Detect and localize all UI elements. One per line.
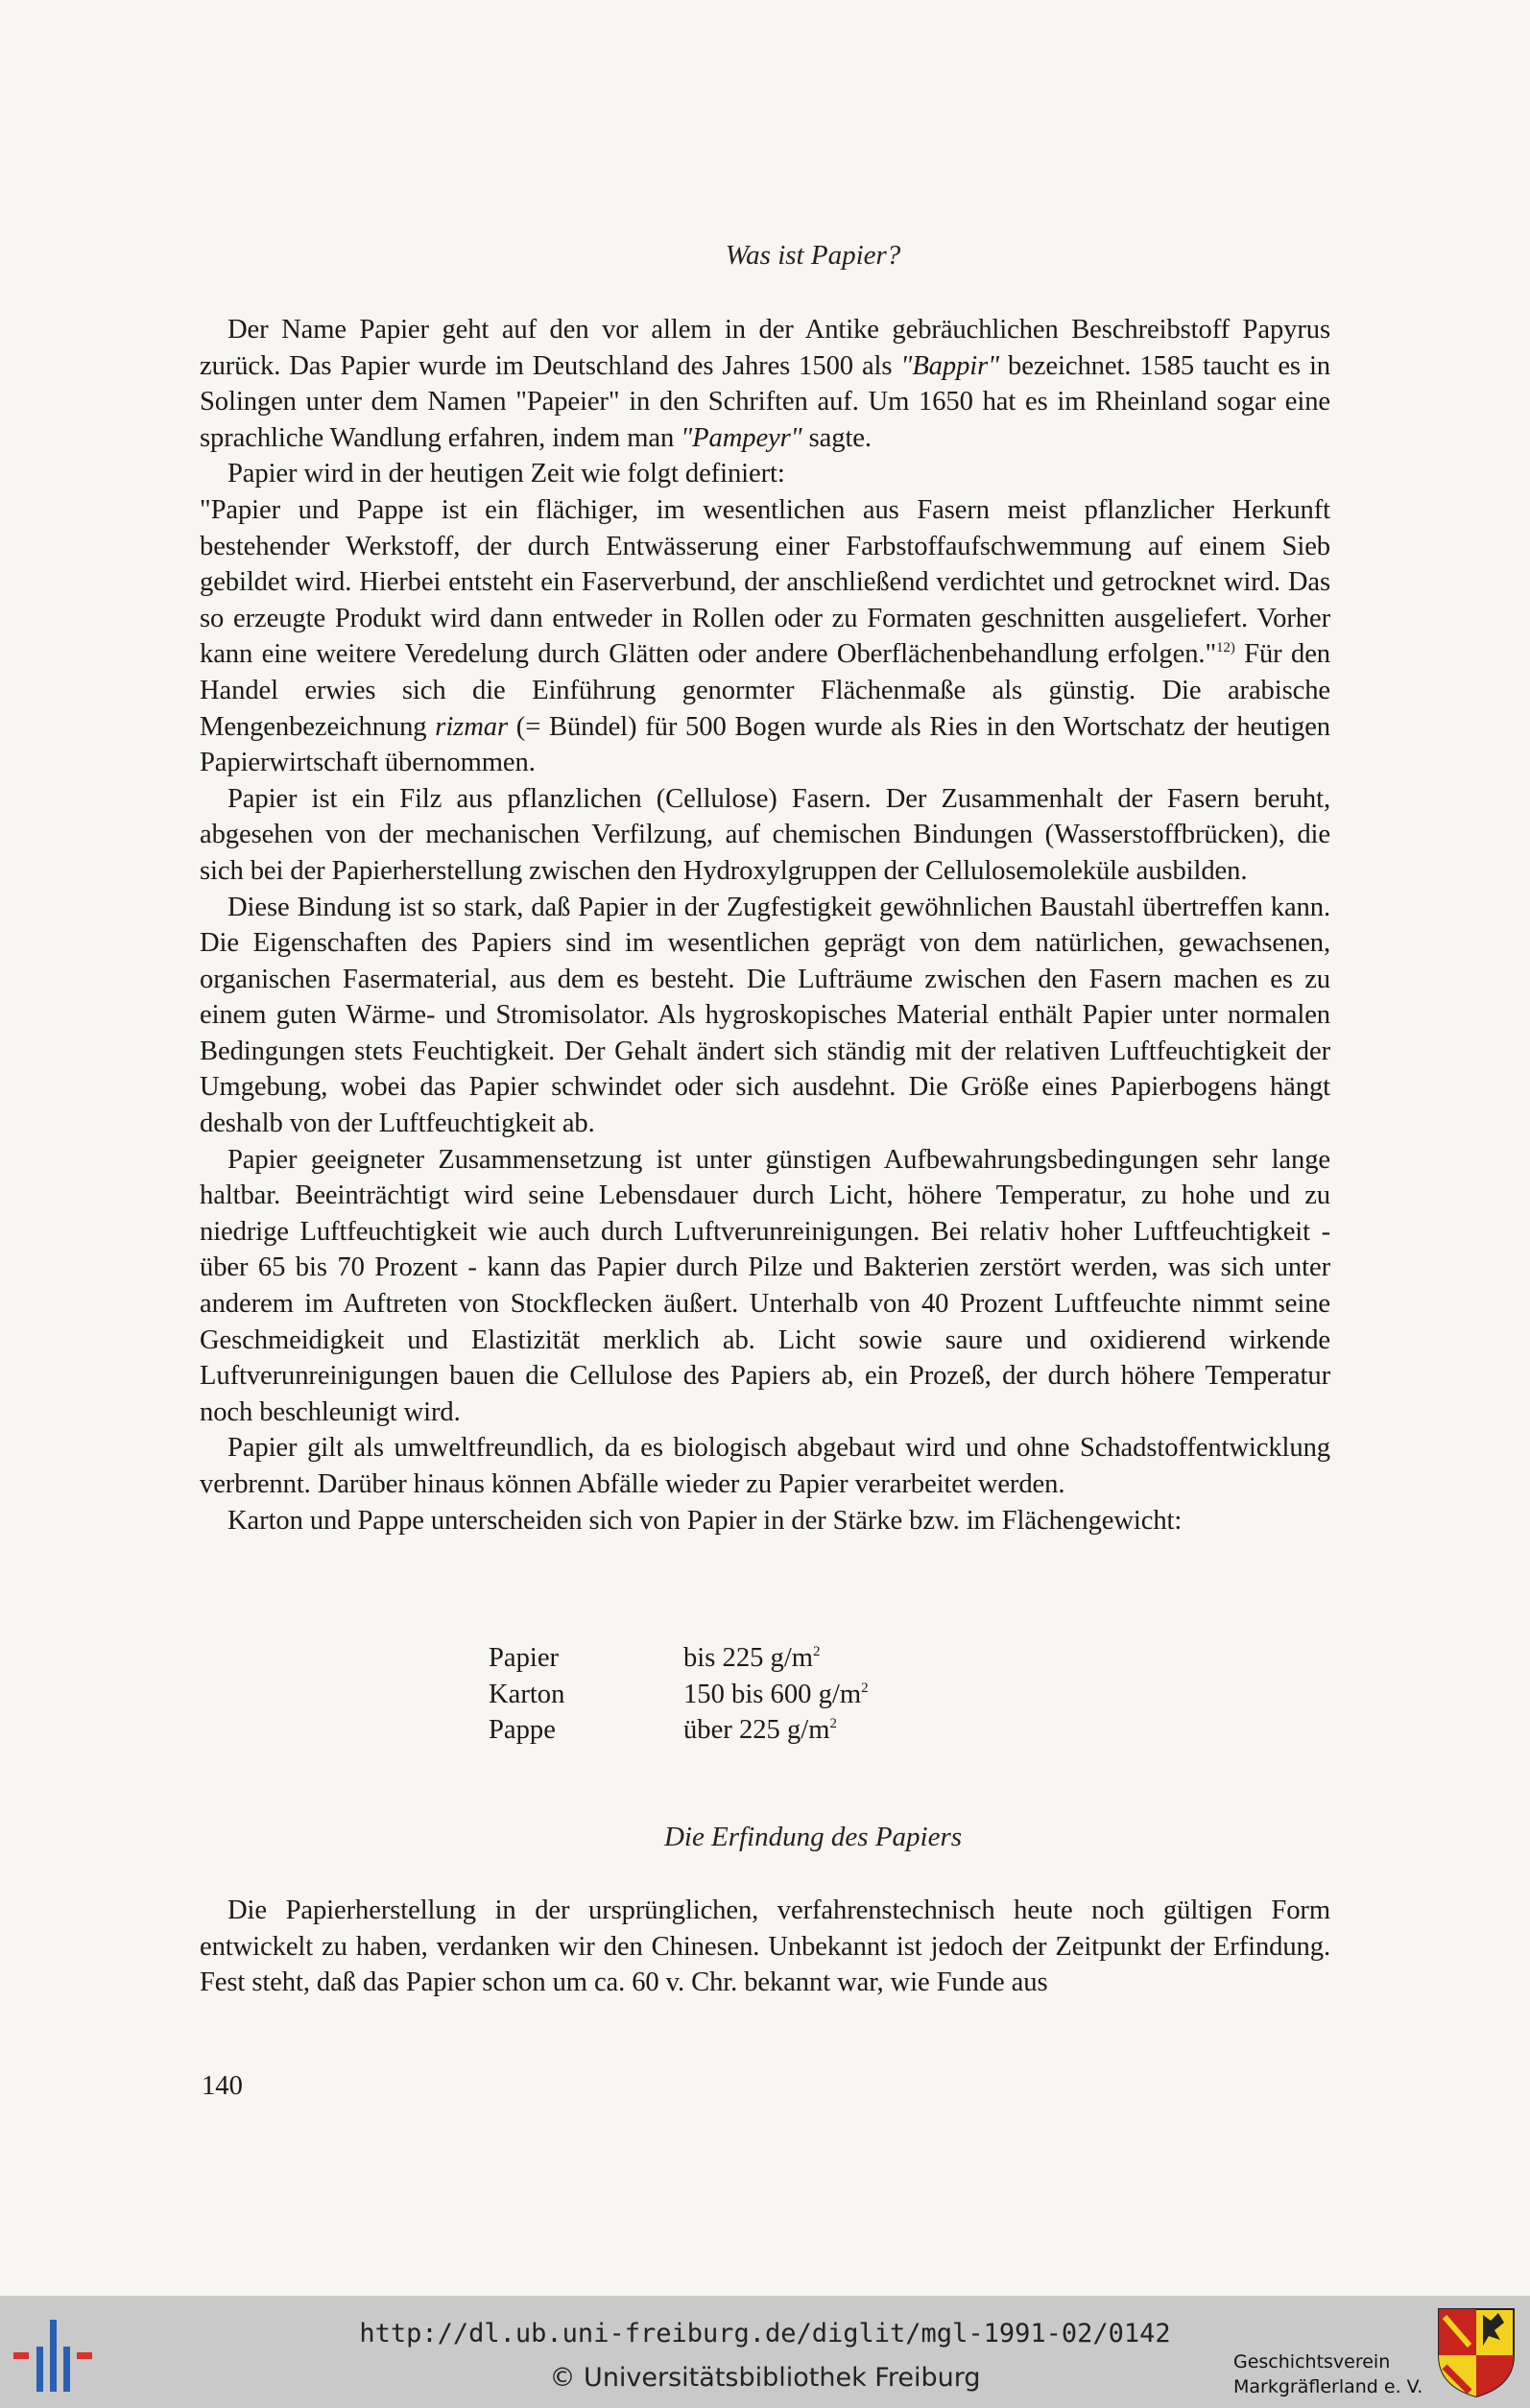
paragraph-durability: Papier geeigneter Zusammensetzung ist unter günstigen Aufbewahrungsbedingungen sehr lange haltbar. Beeinträchtigt wird seine Lebensdauer durch Licht, höhere Temperatur, zu hohe und zu niedrige Luftfeuchtigkeit wie auch durch Luftverunreinigungen. Bei relativ hoher Luftfeuchtigkeit - über 65 bis 70 Prozent - kann das Papier durch Pilze und Bakterien zerstört werden, was sich unter anderem im Auftreten von Stockflecken äußert. Unterhalb von 40 Prozent Luftfeuchte nimmt seine Geschmeidigkeit und Elastizität merklich ab. Licht sowie saure und oxidierend wirkende Luftverunreinigungen bauen die Cellulose des Papiers ab, ein Prozeß, der durch höhere Temperatur noch beschleunigt wird.	[200, 1144, 1330, 1427]
weights-row	[489, 1677, 869, 1713]
society-line: Geschichtsverein	[1233, 2351, 1391, 2372]
trade-sentence-end: (= Bündel) für 500 Bogen wurde als Ries in den Wortschatz der heutigen Papierwirtschaft übernommen.	[200, 711, 1330, 778]
material-name: Karton	[489, 1679, 565, 1709]
body-text-invention	[200, 1893, 1330, 2001]
material-name: Papier	[489, 1643, 560, 1673]
society-name	[1233, 2349, 1435, 2399]
paragraph-weights-intro: Karton und Pappe unterscheiden sich von Papier in der Stärke bzw. im Flächengewicht:	[227, 1505, 1183, 1536]
material-name: Pappe	[489, 1715, 556, 1746]
body-text	[200, 312, 1330, 1538]
paragraph-invention: Die Papierherstellung in der ursprünglichen, verfahrenstechnisch heute noch gültigen Form entwickelt zu haben, verdanken wir den Chinesen. Unbekannt ist jedoch der Zeitpunkt der Erfindung. Fest steht, daß das Papier schon um ca. 60 v. Chr. bekannt war, wie Funde aus	[200, 1895, 1330, 1998]
weights-row	[489, 1640, 869, 1677]
section-heading: Was ist Papier?	[725, 240, 901, 271]
paragraph-definition	[200, 492, 1330, 781]
trade-sentence: Für den Handel erwies sich die Einführung genormter Flächenmaße als günstig. Die arabische Mengenbezeichnung	[200, 639, 1330, 742]
copyright-text: © Universitätsbibliothek Freiburg	[549, 2363, 981, 2393]
society-line: Markgräflerland e. V.	[1233, 2376, 1423, 2397]
document-url-link[interactable]: http://dl.ub.uni-freiburg.de/diglit/mgl-1991-02/0142	[359, 2319, 1171, 2348]
paragraph-origin: Der Name Papier geht auf den vor allem in der Antike gebräuchlichen Beschreibstoff Papyrus zurück. Das Papier wurde im Deutschland des Jahres 1500 als "Bappir" bezeichnet. 1585 taucht es in Solingen unter dem Namen "Papeier" in den Schriften auf. Um 1650 hat es im Rheinland sogar eine sprachliche Wandlung erfahren, indem man "Pampeyr" sagte.	[200, 315, 1330, 453]
material-weight: bis 225 $g/m^2$	[683, 1643, 821, 1673]
weights-row	[489, 1712, 869, 1749]
paragraph-binding: Diese Bindung ist so stark, daß Papier in der Zugfestigkeit gewöhnlichen Baustahl übertreffen kann. Die Eigenschaften des Papiers sind im wesentlichen geprägt von dem natürlichen, gewachsenen, organischen Fasermaterial, aus dem es besteht. Die Lufträume zwischen den Fasern machen es zu einem guten Wärme- und Stromisolator. Als hygroskopisches Material enthält Papier unter normalen Bedingungen stets Feuchtigkeit. Der Gehalt ändert sich ständig mit der relativen Luftfeuchtigkeit der Umgebung, wobei das Papier schwindet oder sich ausdehnt. Die Größe eines Papierbogens hängt deshalb von der Luftfeuchtigkeit ab.	[200, 892, 1330, 1139]
material-weight: über 225 $g/m^2$	[683, 1715, 837, 1746]
paragraph-felt: Papier ist ein Filz aus pflanzlichen (Cellulose) Fasern. Der Zusammenhalt der Fasern beruht, abgesehen von der mechanischen Verfilzung, auf chemischen Bindungen (Wasserstoffbrücken), die sich bei der Papierherstellung zwischen den Hydroxylgruppen der Cellulosemoleküle ausbilden.	[200, 783, 1330, 886]
section-heading-invention: Die Erfindung des Papiers	[663, 1822, 963, 1852]
italic-term: rizmar	[435, 711, 508, 742]
definition-quote: "Papier und Pappe ist ein flächiger, im wesentlichen aus Fasern meist pflanzlicher Herkunft bestehender Werkstoff, der durch Entwässerung einer Farbstoffaufschwemmung auf einem Sieb gebildet wird. Hierbei entsteht ein Faserverbund, der anschließend verdichtet und getrocknet wird. Das so erzeugte Produkt wird dann entweder in Rollen oder zu Formaten geschnitten ausgeliefert. Vorher kann eine weitere Veredelung durch Glätten oder andere Oberflächenbehandlung erfolgen."	[200, 494, 1330, 670]
markgraeflerland-crest-icon[interactable]	[1437, 2307, 1516, 2398]
paragraph-definition-intro: Papier wird in der heutigen Zeit wie folgt definiert:	[227, 459, 785, 489]
footnote-ref: 12)	[1216, 640, 1235, 656]
weights-table	[489, 1640, 869, 1749]
material-weight: 150 bis 600 $g/m^2$	[683, 1679, 869, 1709]
page-number: 140	[202, 2071, 243, 2101]
paragraph-environment: Papier gilt als umweltfreundlich, da es biologisch abgebaut wird und ohne Schadstoffentwicklung verbrennt. Darüber hinaus können Abfälle wieder zu Papier verarbeitet werden.	[200, 1433, 1330, 1499]
